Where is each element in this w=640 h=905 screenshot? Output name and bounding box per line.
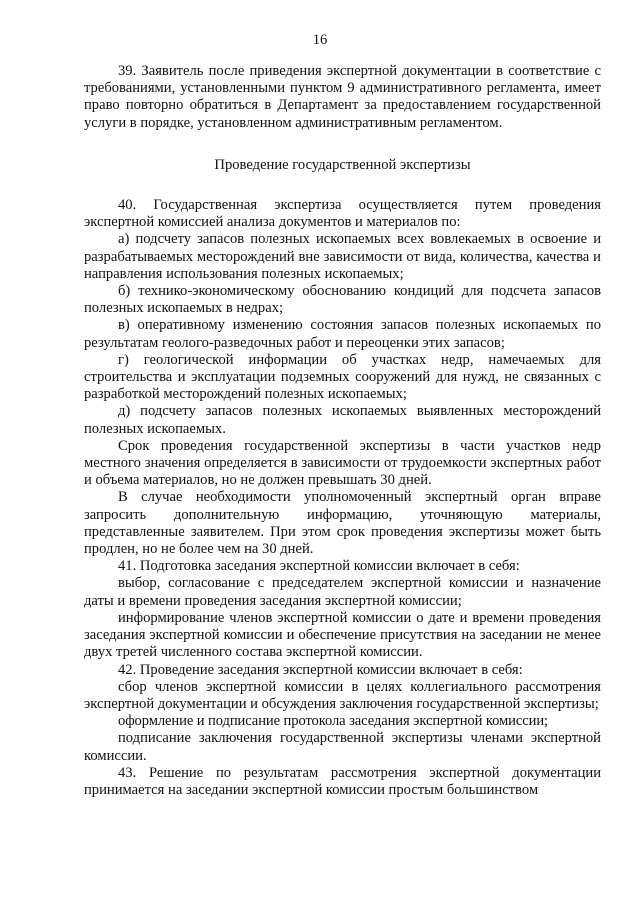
paragraph-40-request: В случае необходимости уполномоченный экспертный орган вправе запросить дополнительную информацию, уточняющую материалы, представленные заявителем. При этом срок проведения экспертизы может быть продлен, но не более чем на 30 дней. <box>84 489 601 558</box>
paragraph-41: 41. Подготовка заседания экспертной комиссии включает в себя: <box>118 558 520 575</box>
document-body <box>84 63 601 799</box>
paragraph-40-d: д) подсчету запасов полезных ископаемых выявленных месторождений полезных ископаемых. <box>84 403 601 437</box>
paragraph-40-b: б) технико-экономическому обоснованию кондиций для подсчета запасов полезных ископаемых в недрах; <box>84 283 601 317</box>
paragraph-40-a: а) подсчету запасов полезных ископаемых всех вовлекаемых в освоение и разрабатываемых месторождений вне зависимости от вида, количества, качества и направления использования полезных ископаемых; <box>84 231 601 282</box>
paragraph-39: 39. Заявитель после приведения экспертной документации в соответствие с требованиями, установленными пунктом 9 административного регламента, имеет право повторно обратиться в Департамент за предоставлением государственной услуги в порядке, установленном административным регламентом. <box>84 63 601 131</box>
section-heading: Проведение государственной экспертизы <box>214 156 471 173</box>
paragraph-40-g: г) геологической информации об участках недр, намечаемых для строительства и эксплуатации подземных сооружений для нужд, не связанных с разработкой месторождений полезных ископаемых; <box>84 351 601 403</box>
paragraph-40: 40. Государственная экспертиза осуществляется путем проведения экспертной комиссией анализа документов и материалов по: <box>84 197 601 231</box>
paragraph-41-item-1: выбор, согласование с председателем экспертной комиссии и назначение даты и времени проведения заседания экспертной комиссии; <box>84 575 601 609</box>
paragraph-41-item-2: информирование членов экспертной комиссии о дате и времени проведения заседания экспертной комиссии и обеспечение присутствия на заседании не менее двух третей численного состава экспертной комиссии. <box>84 609 601 661</box>
paragraph-43: 43. Решение по результатам рассмотрения экспертной документации принимается на заседании экспертной комиссии простым большинством <box>84 764 601 798</box>
paragraph-42-item-3: подписание заключения государственной экспертизы членами экспертной комиссии. <box>84 730 601 764</box>
page-number: 16 <box>312 32 328 48</box>
paragraph-42-item-1: сбор членов экспертной комиссии в целях коллегиального рассмотрения экспертной документации и обсуждения заключения государственной экспертизы; <box>84 678 601 712</box>
paragraph-42: 42. Проведение заседания экспертной комиссии включает в себя: <box>118 661 523 678</box>
paragraph-40-v: в) оперативному изменению состояния запасов полезных ископаемых по результатам геолого-разведочных работ и переоценки этих запасов; <box>84 317 601 351</box>
paragraph-42-item-2: оформление и подписание протокола заседания экспертной комиссии; <box>118 713 549 730</box>
paragraph-40-term: Срок проведения государственной экспертизы в части участков недр местного значения определяется в зависимости от трудоемкости экспертных работ и объема материалов, но не должен превышать 30 дней. <box>84 437 601 489</box>
